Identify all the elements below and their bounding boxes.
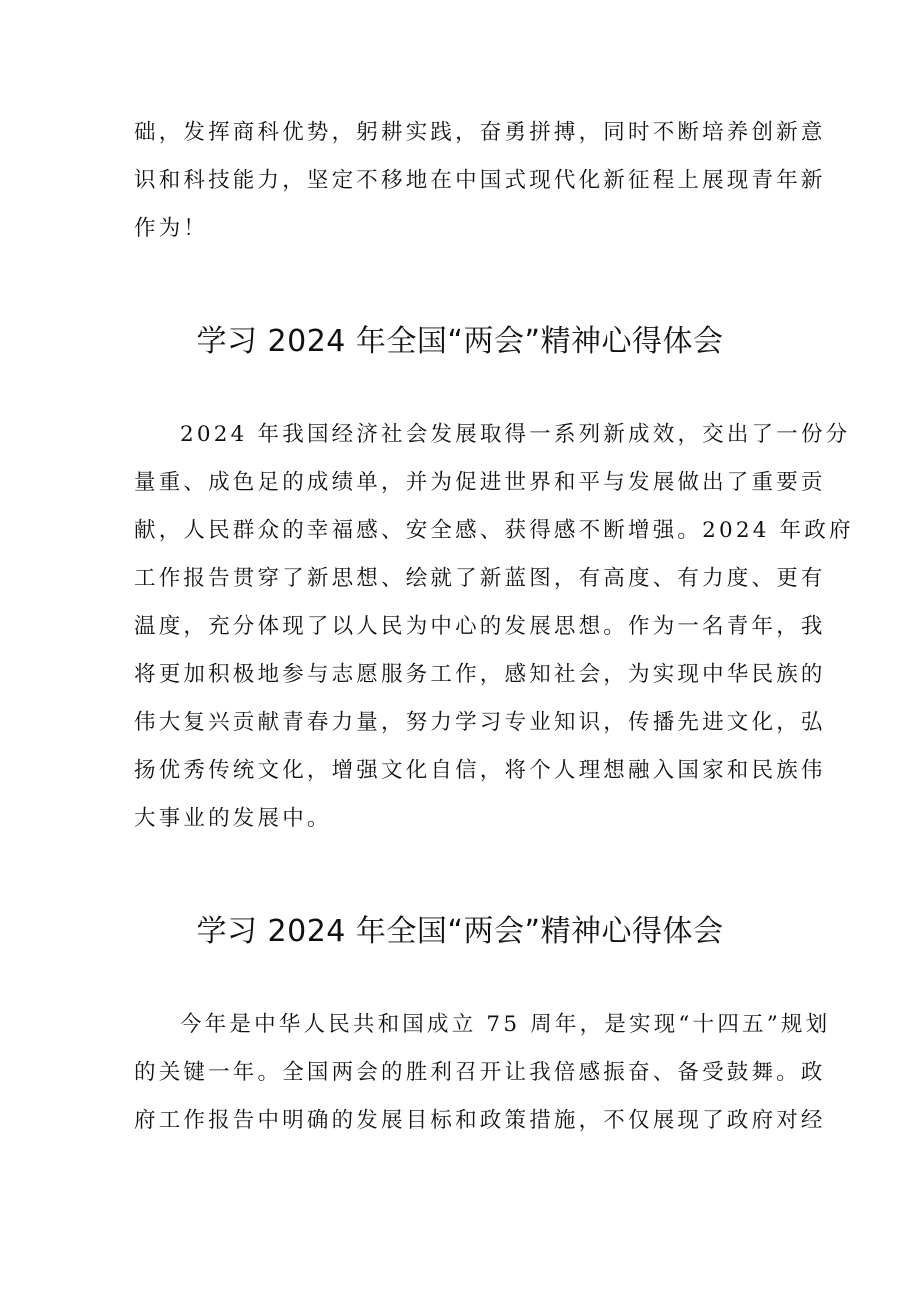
paragraph-line: 础，发挥商科优势，躬耕实践，奋勇拼搏，同时不断培养创新意 [134, 120, 826, 145]
paragraph-line: 献，人民群众的幸福感、安全感、获得感不断增强。2024 年政府 [134, 518, 854, 543]
paragraph-line: 量重、成色足的成绩单，并为促进世界和平与发展做出了重要贡 [134, 470, 826, 495]
paragraph-line: 伟大复兴贡献青春力量，努力学习专业知识，传播先进文化，弘 [134, 710, 826, 735]
paragraph-line: 扬优秀传统文化，增强文化自信，将个人理想融入国家和民族伟 [134, 758, 826, 783]
paragraph-line: 工作报告贯穿了新思想、绘就了新蓝图，有高度、有力度、更有 [134, 566, 826, 591]
paragraph-line: 府工作报告中明确的发展目标和政策措施，不仅展现了政府对经 [134, 1108, 826, 1133]
paragraph-line: 将更加积极地参与志愿服务工作，感知社会，为实现中华民族的 [134, 662, 826, 687]
paragraph-line: 的关键一年。全国两会的胜利召开让我倍感振奋、备受鼓舞。政 [134, 1060, 826, 1085]
paragraph-line: 作为！ [134, 216, 209, 241]
paragraph-line: 识和科技能力，坚定不移地在中国式现代化新征程上展现青年新 [134, 168, 826, 193]
paragraph-line: 大事业的发展中。 [134, 806, 332, 831]
paragraph-line: 温度，充分体现了以人民为中心的发展思想。作为一名青年，我 [134, 614, 826, 639]
section-heading: 学习 2024 年全国“两会”精神心得体会 [196, 914, 724, 949]
paragraph-line: 今年是中华人民共和国成立 75 周年，是实现“十四五”规划 [180, 1012, 831, 1037]
section-heading: 学习 2024 年全国“两会”精神心得体会 [196, 324, 724, 359]
paragraph-line: 2024 年我国经济社会发展取得一系列新成效，交出了一份分 [180, 422, 851, 447]
